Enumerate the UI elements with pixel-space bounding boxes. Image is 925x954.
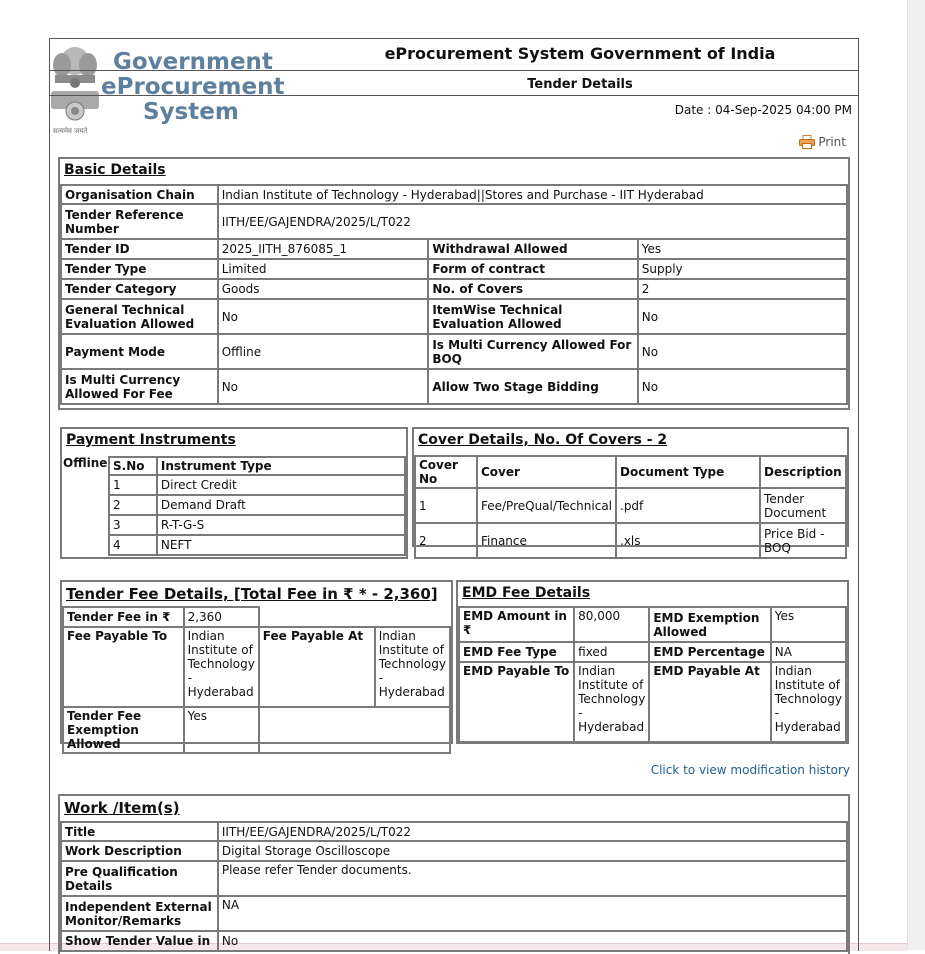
table-row: [109, 535, 405, 555]
tender-details-page: [49, 38, 859, 951]
no-of-covers-value: 2: [638, 279, 847, 299]
tender-type-value: Limited: [218, 259, 429, 279]
logo-line-2: eProcurement: [101, 74, 285, 100]
two-stage-bidding-label: Allow Two Stage Bidding: [428, 369, 637, 404]
table-row: [61, 204, 847, 239]
tender-ref-value: IITH/EE/GAJENDRA/2025/L/T022: [218, 204, 847, 239]
payment-mode-value: Offline: [218, 334, 429, 369]
work-description-value: Digital Storage Oscilloscope: [218, 841, 847, 861]
form-of-contract-label: Form of contract: [428, 259, 637, 279]
cover-name: Fee/PreQual/Technical: [477, 488, 616, 523]
table-row: [61, 369, 847, 404]
org-chain-label: Organisation Chain: [61, 185, 218, 204]
header-divider-1: [50, 70, 858, 71]
emd-fee-type-value: fixed: [574, 642, 649, 662]
emd-amount-label: EMD Amount in ₹: [459, 607, 574, 642]
withdrawal-allowed-label: Withdrawal Allowed: [428, 239, 637, 259]
report-date: Date : 04-Sep-2025 04:00 PM: [674, 103, 852, 117]
instrument-sno: 4: [109, 535, 157, 555]
org-chain-value: Indian Institute of Technology - Hyderabad||Stores and Purchase - IIT Hyderabad: [218, 185, 847, 204]
table-row: [63, 707, 450, 753]
no-of-covers-label: No. of Covers: [428, 279, 637, 299]
multi-currency-fee-value: No: [218, 369, 429, 404]
basic-details-section: [58, 157, 850, 410]
instrument-sno: 3: [109, 515, 157, 535]
table-row: [63, 627, 450, 707]
empty-cell: [259, 707, 450, 753]
cover-no: 1: [415, 488, 477, 523]
emd-exemption-label: EMD Exemption Allowed: [649, 607, 770, 642]
external-monitor-value: NA: [218, 896, 847, 931]
table-row: [61, 279, 847, 299]
form-of-contract-value: Supply: [638, 259, 847, 279]
emd-fee-section: [456, 580, 849, 744]
table-row: [61, 931, 847, 951]
instrument-sno: 1: [109, 475, 157, 495]
fee-payable-to-label: Fee Payable To: [63, 627, 184, 707]
cover-doc-type: .xls: [616, 523, 760, 558]
cover-doc-type: .pdf: [616, 488, 760, 523]
table-header-row: [109, 457, 405, 475]
print-button[interactable]: [799, 135, 846, 149]
fee-payable-at-value: Indian Institute of Technology - Hyderabad: [375, 627, 450, 707]
cover-description: Tender Document: [760, 488, 846, 523]
basic-details-table: [60, 184, 848, 405]
col-instrument-type: Instrument Type: [157, 457, 405, 475]
tender-type-label: Tender Type: [61, 259, 218, 279]
table-row: [61, 822, 847, 841]
fee-exemption-label: Tender Fee Exemption Allowed: [63, 707, 184, 753]
multi-currency-boq-label: Is Multi Currency Allowed For BOQ: [428, 334, 637, 369]
emd-payable-to-value: Indian Institute of Technology - Hyderabad: [574, 662, 649, 742]
table-row: [61, 861, 847, 896]
header-divider-2: [50, 95, 858, 96]
payment-instruments-heading: Payment Instruments: [66, 432, 236, 448]
emd-fee-type-label: EMD Fee Type: [459, 642, 574, 662]
tender-fee-label: Tender Fee in ₹: [63, 607, 184, 627]
modification-history-link[interactable]: Click to view modification history: [650, 763, 850, 777]
table-row: [109, 495, 405, 515]
table-row: [61, 259, 847, 279]
tender-id-label: Tender ID: [61, 239, 218, 259]
table-row: [61, 239, 847, 259]
cover-details-heading: Cover Details, No. Of Covers - 2: [418, 432, 668, 448]
col-description: Description: [760, 456, 846, 488]
eprocurement-logo: [45, 43, 285, 139]
empty-cell: [259, 607, 450, 627]
table-row: [61, 185, 847, 204]
work-description-label: Work Description: [61, 841, 218, 861]
tender-fee-section: [60, 580, 453, 751]
instrument-type: Demand Draft: [157, 495, 405, 515]
emd-fee-table: [458, 606, 847, 743]
cover-name: Finance: [477, 523, 616, 558]
instrument-type: NEFT: [157, 535, 405, 555]
pre-qualification-value: Please refer Tender documents.: [218, 861, 847, 896]
emd-payable-to-label: EMD Payable To: [459, 662, 574, 742]
emd-amount-value: 80,000: [574, 607, 649, 642]
table-row: [61, 334, 847, 369]
col-cover-no: Cover No: [415, 456, 477, 488]
table-row: [61, 841, 847, 861]
emd-payable-at-label: EMD Payable At: [649, 662, 770, 742]
multi-currency-boq-value: No: [638, 334, 847, 369]
cover-description: Price Bid - BOQ: [760, 523, 846, 558]
page-subtitle: Tender Details: [527, 77, 633, 92]
show-tender-value-value: No: [218, 931, 847, 951]
printer-icon: [799, 135, 815, 149]
itemwise-tech-eval-label: ItemWise Technical Evaluation Allowed: [428, 299, 637, 334]
print-label: Print: [818, 135, 846, 149]
work-title-value: IITH/EE/GAJENDRA/2025/L/T022: [218, 822, 847, 841]
table-row: [459, 662, 846, 742]
col-sno: S.No: [109, 457, 157, 475]
instrument-sno: 2: [109, 495, 157, 515]
tender-ref-label: Tender Reference Number: [61, 204, 218, 239]
fee-payable-at-label: Fee Payable At: [259, 627, 375, 707]
external-monitor-label: Independent External Monitor/Remarks: [61, 896, 218, 931]
work-items-heading: Work /Item(s): [64, 799, 180, 817]
cover-details-table: [414, 455, 847, 559]
instrument-type: Direct Credit: [157, 475, 405, 495]
emd-fee-heading: EMD Fee Details: [462, 585, 591, 601]
table-row: [109, 475, 405, 495]
emd-percentage-value: NA: [771, 642, 846, 662]
tender-category-label: Tender Category: [61, 279, 218, 299]
table-row: [459, 642, 846, 662]
tender-fee-value: 2,360: [184, 607, 259, 627]
table-row: [61, 896, 847, 931]
vertical-scrollbar[interactable]: [907, 0, 925, 950]
cover-details-section: [412, 427, 849, 555]
general-tech-eval-value: No: [218, 299, 429, 334]
emd-exemption-value: Yes: [771, 607, 846, 642]
table-row: [61, 299, 847, 334]
work-items-table: [60, 821, 848, 952]
table-header-row: [415, 456, 846, 488]
col-cover: Cover: [477, 456, 616, 488]
instrument-type: R-T-G-S: [157, 515, 405, 535]
emd-payable-at-value: Indian Institute of Technology - Hyderabad: [771, 662, 846, 742]
itemwise-tech-eval-value: No: [638, 299, 847, 334]
logo-line-3: System: [143, 99, 239, 125]
payment-instruments-section: [60, 427, 408, 559]
tender-fee-table: [62, 606, 451, 754]
payment-mode-offline: Offline: [63, 456, 108, 470]
national-emblem-icon: [45, 43, 105, 133]
payment-instruments-table: [108, 456, 406, 556]
pre-qualification-label: Pre Qualification Details: [61, 861, 218, 896]
tender-id-value: 2025_IITH_876085_1: [218, 239, 429, 259]
fee-exemption-value: Yes: [184, 707, 259, 753]
page-title: eProcurement System Government of India: [384, 44, 776, 63]
work-items-section: [58, 794, 850, 954]
table-row: [415, 523, 846, 558]
col-document-type: Document Type: [616, 456, 760, 488]
multi-currency-fee-label: Is Multi Currency Allowed For Fee: [61, 369, 218, 404]
tender-fee-heading: Tender Fee Details, [Total Fee in ₹ * - 2,360]: [66, 585, 438, 603]
table-row: [63, 607, 450, 627]
payment-mode-label: Payment Mode: [61, 334, 218, 369]
emblem-tagline: सत्यमेव जयते: [53, 127, 88, 135]
table-row: [415, 488, 846, 523]
general-tech-eval-label: General Technical Evaluation Allowed: [61, 299, 218, 334]
table-row: [109, 515, 405, 535]
cover-no: 2: [415, 523, 477, 558]
work-title-label: Title: [61, 822, 218, 841]
withdrawal-allowed-value: Yes: [638, 239, 847, 259]
two-stage-bidding-value: No: [638, 369, 847, 404]
logo-line-1: Government: [113, 49, 273, 75]
show-tender-value-label: Show Tender Value in: [61, 931, 218, 951]
fee-payable-to-value: Indian Institute of Technology - Hyderabad: [184, 627, 259, 707]
emd-percentage-label: EMD Percentage: [649, 642, 770, 662]
basic-details-heading: Basic Details: [64, 162, 166, 178]
tender-category-value: Goods: [218, 279, 429, 299]
table-row: [459, 607, 846, 642]
